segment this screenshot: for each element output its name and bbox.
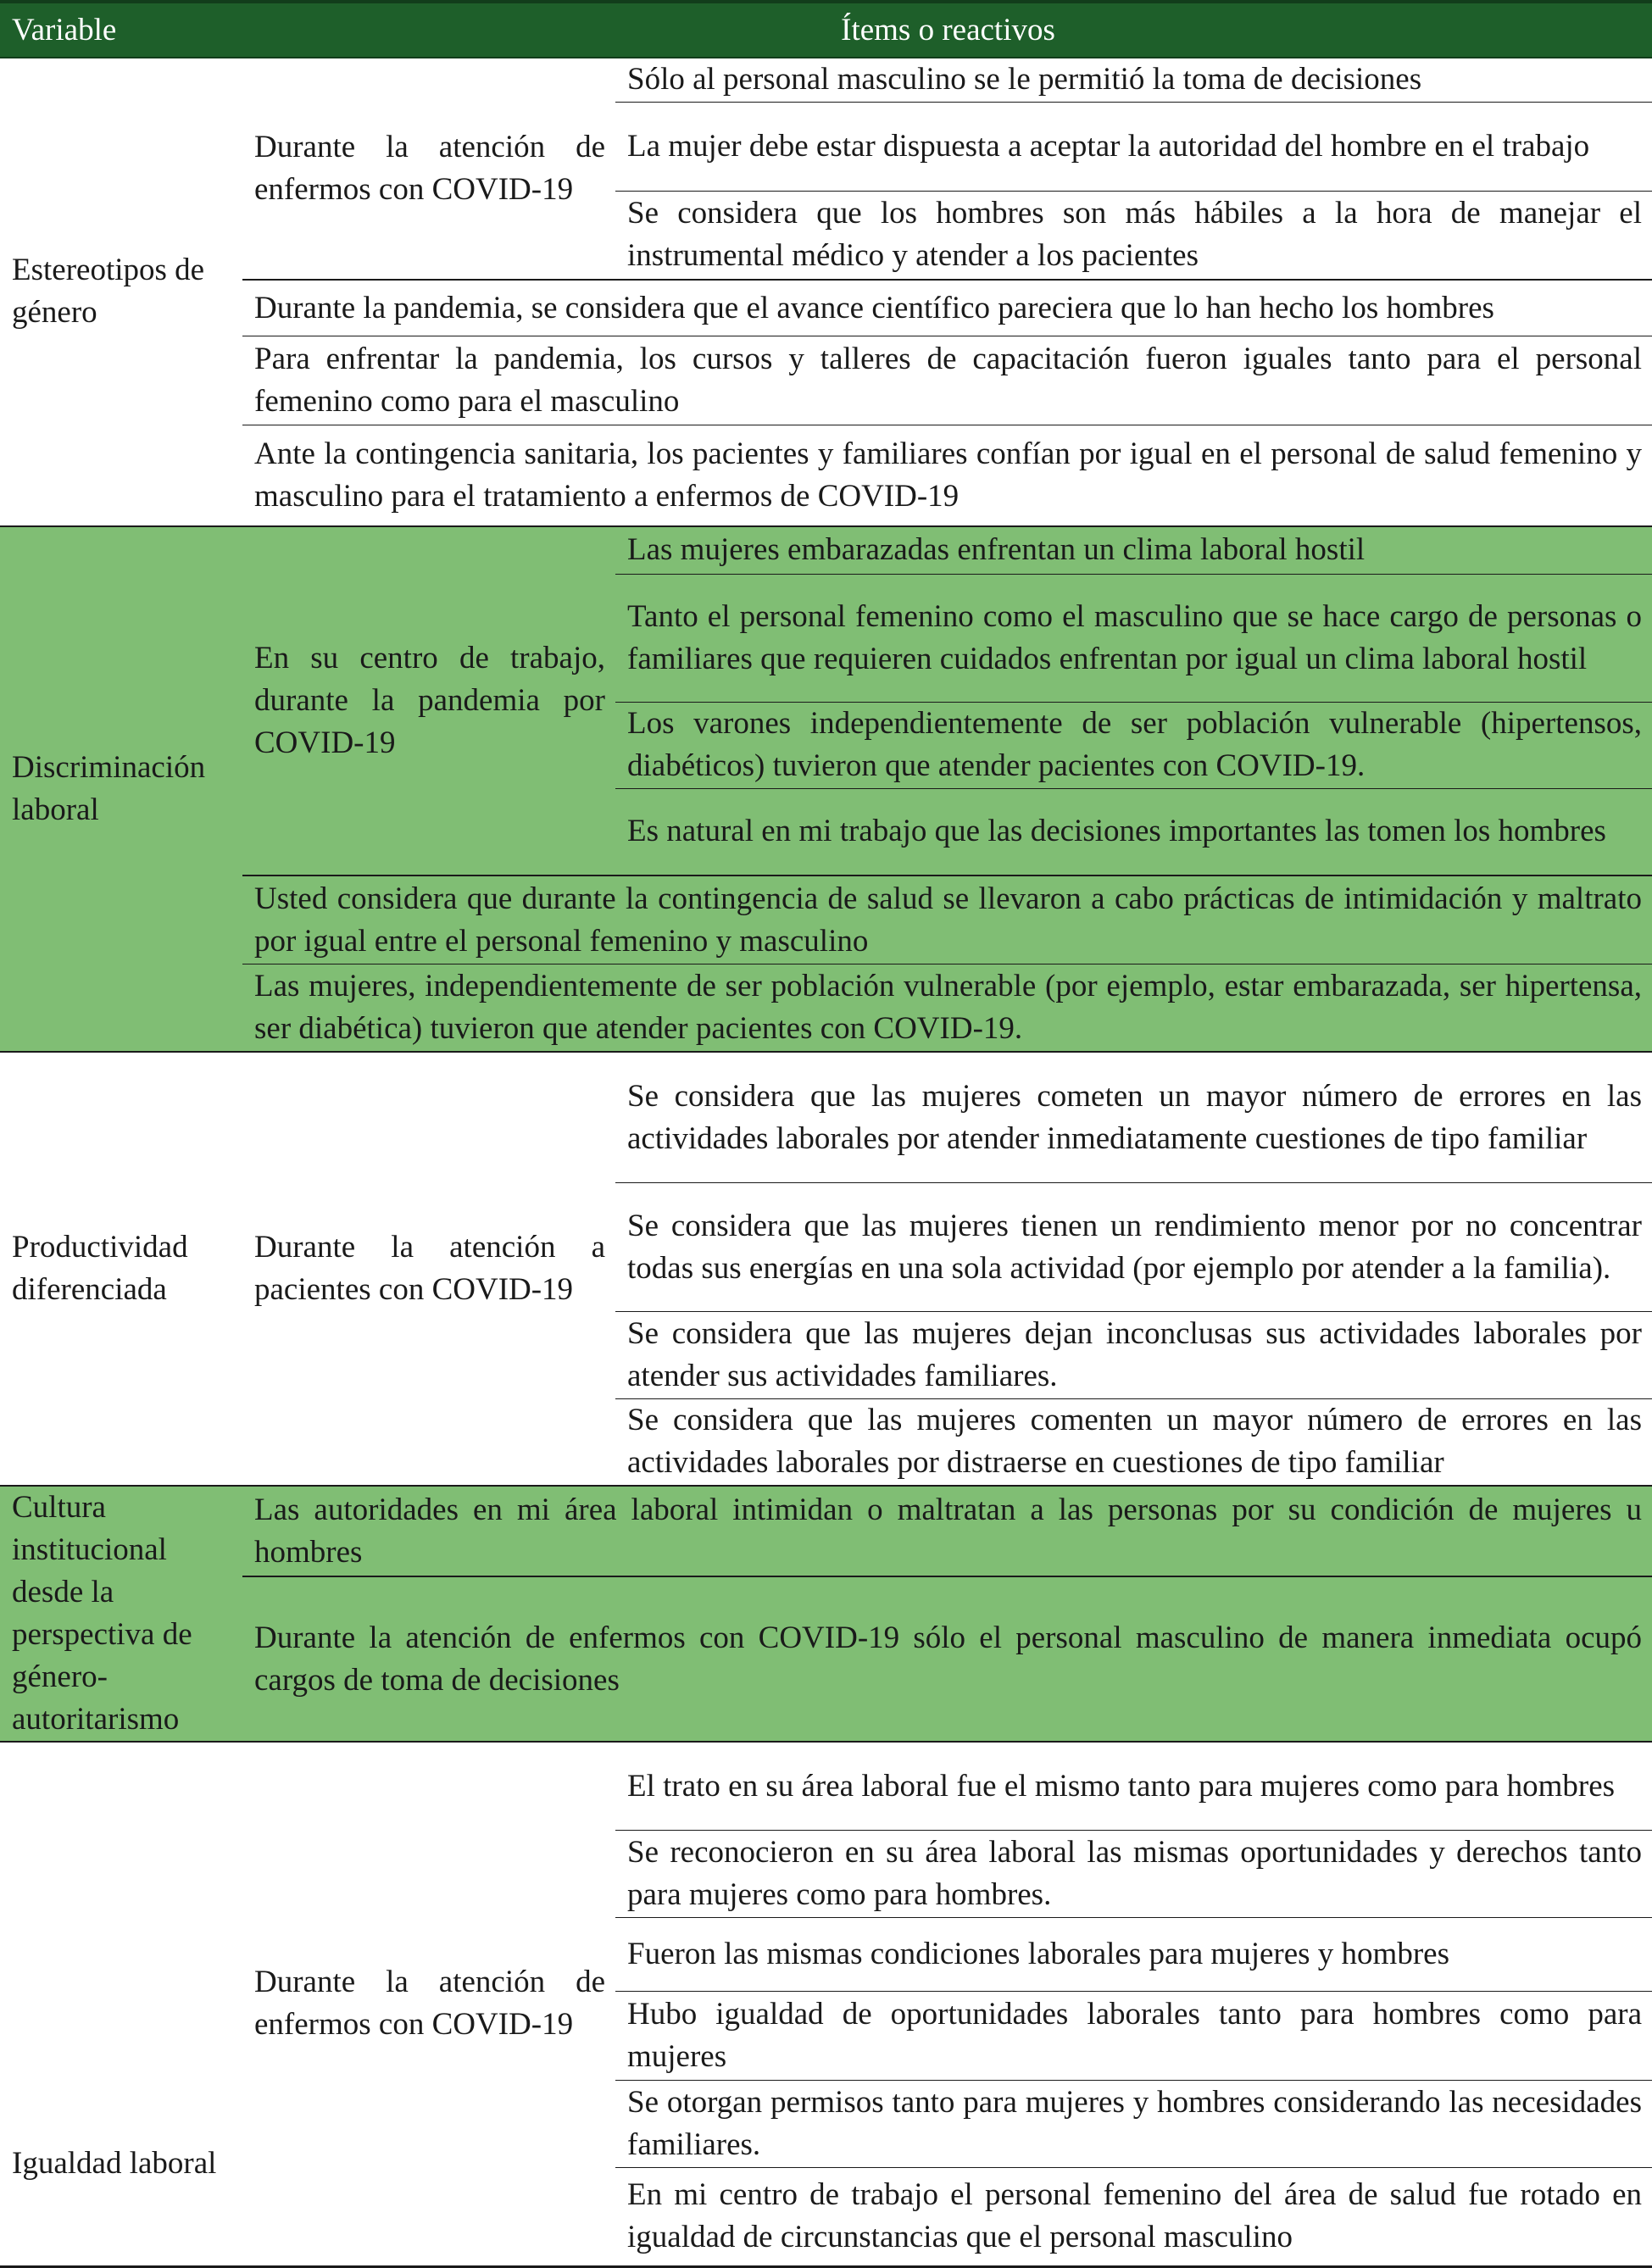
sub-item: Se otorgan permisos tanto para mujeres y hombres considerando las necesidades familiares. <box>615 2080 1652 2167</box>
group-discriminacion <box>0 526 1652 1052</box>
variable-cell: Igualdad laboral <box>12 2145 217 2181</box>
condition-cell: Durante la atención de enfermos con COVID-19 <box>254 130 605 208</box>
condition-cell: Durante la atención a pacientes con COVID-19 <box>254 1229 605 1307</box>
variable-cell: Estereotipos de género <box>12 253 205 331</box>
sub-item: Es natural en mi trabajo que las decisiones importantes las tomen los hombres <box>615 788 1652 876</box>
item-row: Durante la pandemia, se considera que el avance científico pareciera que lo han hecho los hombres <box>242 280 1652 336</box>
sub-item: Las mujeres embarazadas enfrentan un clima laboral hostil <box>615 526 1652 574</box>
sub-item: Se considera que las mujeres dejan inconclusas sus actividades laborales por atender sus actividades familiares. <box>615 1311 1652 1398</box>
sub-item: El trato en su área laboral fue el mismo tanto para mujeres como para hombres <box>627 1768 1616 1804</box>
sub-item: Hubo igualdad de oportunidades laborales tanto para hombres como para mujeres <box>615 1991 1652 2080</box>
sub-item: Sólo al personal masculino se le permitió la toma de decisiones <box>627 62 1422 97</box>
group-productividad <box>0 1052 1652 1486</box>
group-igualdad <box>0 1742 1652 2266</box>
sub-item: La mujer debe estar dispuesta a aceptar la autoridad del hombre en el trabajo <box>615 102 1652 191</box>
item-row: Para enfrentar la pandemia, los cursos y talleres de capacitación fueron iguales tanto para el personal femenino como para el masculino <box>242 336 1652 425</box>
sub-item: Se considera que las mujeres tienen un rendimiento menor por no concentrar todas sus energías en una sola actividad (por ejemplo por atender a la familia). <box>615 1183 1652 1311</box>
item-row: Ante la contingencia sanitaria, los pacientes y familiares confían por igual en el personal de salud femenino y masculino para el tratamiento a enfermos de COVID-19 <box>242 425 1652 526</box>
sub-item: Se considera que las mujeres cometen un mayor número de errores en las actividades laborales por atender inmediatamente cuestiones de tipo familiar <box>627 1078 1642 1156</box>
sub-item: Tanto el personal femenino como el masculino que se hace cargo de personas o familiares que requieren cuidados enfrentan por igual un clima laboral hostil <box>615 574 1652 702</box>
sub-item: Se considera que las mujeres comenten un mayor número de errores en las actividades laborales por distraerse en cuestiones de tipo familiar <box>615 1398 1652 1486</box>
sub-item: Fueron las mismas condiciones laborales para mujeres y hombres <box>615 1918 1652 1992</box>
item-row: Usted considera que durante la contingencia de salud se llevaron a cabo prácticas de intimidación y maltrato por igual entre el personal femenino y masculino <box>242 876 1652 964</box>
group-estereotipos <box>0 58 1652 526</box>
sub-item: Se reconocieron en su área laboral las mismas oportunidades y derechos tanto para mujeres como para hombres. <box>615 1831 1652 1918</box>
variable-cell: Discriminación laboral <box>0 526 242 1052</box>
sub-item: Los varones independientemente de ser población vulnerable (hipertensos, diabéticos) tuvieron que atender pacientes con COVID-19. <box>615 702 1652 788</box>
variable-cell: Cultura institucional desde la perspectiva de género-autoritarismo <box>0 1486 242 1742</box>
header-items: Ítems o reactivos <box>242 2 1652 58</box>
sub-item: En mi centro de trabajo el personal femenino del área de salud fue rotado en igualdad de circunstancias que el personal masculino <box>615 2167 1652 2266</box>
condition-cell: Durante la atención de enfermos con COVID-19 <box>254 1965 605 2043</box>
variable-cell: Productividad diferenciada <box>12 1229 188 1307</box>
header-variable: Variable <box>0 2 242 58</box>
item-row: Las mujeres, independientemente de ser población vulnerable (por ejemplo, estar embarazada, ser hipertensa, ser diabética) tuvieron que atender pacientes con COVID-19. <box>242 964 1652 1052</box>
sub-item: Se considera que los hombres son más hábiles a la hora de manejar el instrumental médico y atender a los pacientes <box>615 191 1652 280</box>
item-row: Durante la atención de enfermos con COVID-19 sólo el personal masculino de manera inmediata ocupó cargos de toma de decisiones <box>242 1576 1652 1741</box>
table-header <box>0 2 1652 58</box>
group-cultura <box>0 1486 1652 1742</box>
condition-cell: En su centro de trabajo, durante la pandemia por COVID-19 <box>242 526 615 876</box>
item-row: Las autoridades en mi área laboral intimidan o maltratan a las personas por su condición de mujeres u hombres <box>242 1486 1652 1577</box>
